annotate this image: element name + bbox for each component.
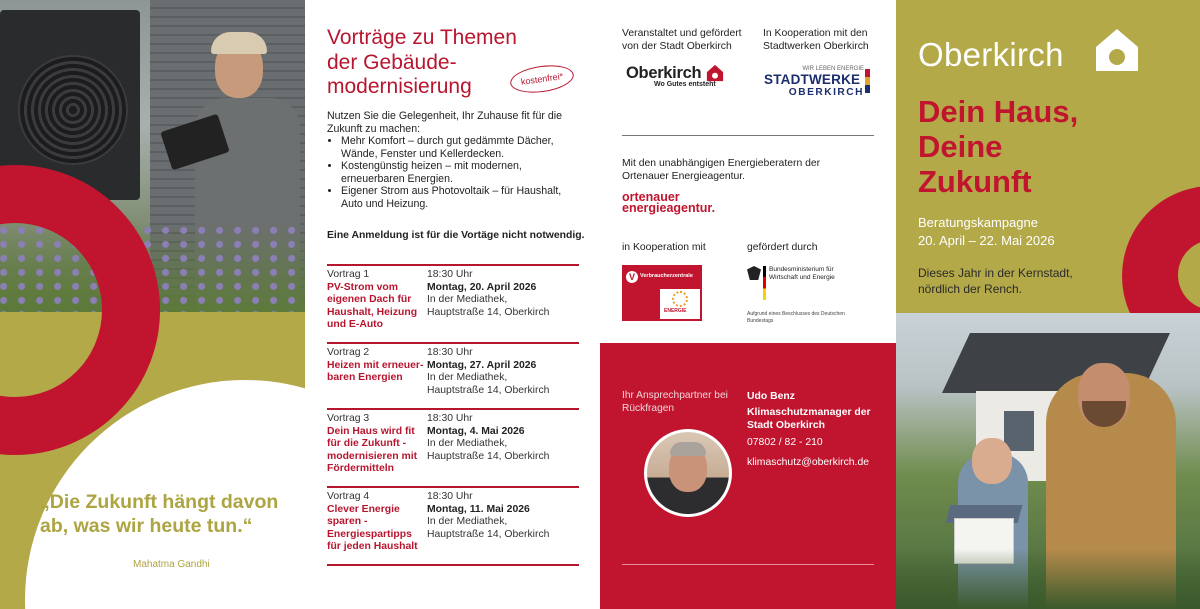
oberkirch-logo-slogan: Wo Gutes entsteht bbox=[654, 81, 716, 88]
talk-number: Vortrag 2 bbox=[327, 347, 370, 358]
ea-logo-line1: ortenauer bbox=[622, 190, 680, 204]
stadtwerke-logo-city: OBERKIRCH bbox=[788, 87, 864, 98]
sun-icon bbox=[672, 291, 688, 307]
campaign-label: Beratungskampagne bbox=[918, 215, 1038, 230]
talk-address: Hauptstraße 14, Oberkirch bbox=[427, 528, 550, 540]
stadtwerke-tagline: WIR LEBEN ENERGIE bbox=[802, 66, 864, 72]
talk-date: Montag, 27. April 2026 bbox=[427, 359, 537, 371]
talks-title: Vorträge zu Themen der Gebäude-modernisierung bbox=[327, 26, 517, 98]
talk-address: Hauptstraße 14, Oberkirch bbox=[427, 450, 550, 462]
talk-item bbox=[327, 264, 579, 342]
intro-text bbox=[327, 110, 567, 210]
talk-time: 18:30 Uhr bbox=[427, 413, 473, 424]
verbraucherzentrale-logo bbox=[622, 265, 702, 321]
talk-time: 18:30 Uhr bbox=[427, 347, 473, 358]
panel-partners bbox=[600, 0, 896, 609]
talk-address: Hauptstraße 14, Oberkirch bbox=[427, 384, 550, 396]
talk-title: Heizen mit erneuer-baren Energien bbox=[327, 359, 424, 383]
registration-note: Eine Anmeldung ist für die Vortäge nicht notwendig. bbox=[327, 230, 585, 241]
campaign-period: 20. April – 22. Mai 2026 bbox=[918, 233, 1055, 248]
divider bbox=[327, 564, 579, 566]
talk-date: Montag, 4. Mai 2026 bbox=[427, 425, 525, 437]
heat-pump-fan bbox=[18, 55, 128, 165]
quote-author: Mahatma Gandhi bbox=[133, 559, 210, 570]
talk-title: Dein Haus wird fit für die Zukunft - modernisieren mit Fördermitteln bbox=[327, 425, 418, 474]
talk-item bbox=[327, 342, 579, 408]
talk-date: Montag, 11. Mai 2026 bbox=[427, 503, 530, 515]
funded-label: gefördert durch bbox=[747, 242, 818, 253]
contact-role: Klimaschutzmanager der Stadt Oberkirch bbox=[747, 407, 871, 431]
v-icon: V bbox=[626, 271, 638, 283]
panel-quote bbox=[0, 0, 305, 609]
free-badge: kostenfrei* bbox=[509, 62, 576, 97]
oberkirch-logo-word: Oberkirch bbox=[626, 64, 702, 82]
bmwi-logo-subtext: Aufgrund eines Beschlusses des Deutschen Bundestags bbox=[747, 311, 845, 324]
oberkirch-brand: Oberkirch bbox=[918, 36, 1064, 73]
contact-label: Ihr Ansprechpartner bei Rückfragen bbox=[622, 390, 728, 414]
talk-item bbox=[327, 408, 579, 486]
oberkirch-logo bbox=[626, 64, 736, 96]
talk-venue: In der Mediathek, bbox=[427, 438, 508, 449]
talk-date: Montag, 20. April 2026 bbox=[427, 281, 537, 293]
talk-time: 18:30 Uhr bbox=[427, 269, 473, 280]
talk-item bbox=[327, 486, 579, 564]
bmwi-logo-text: Bundesministerium für Wirtschaft und Energie bbox=[769, 266, 835, 281]
talk-number: Vortrag 3 bbox=[327, 413, 370, 424]
coop-label: in Kooperation mit bbox=[622, 242, 706, 253]
talk-title: Clever Energie sparen - Energiespartipps für jeden Haushalt bbox=[327, 503, 418, 552]
talk-address: Hauptstraße 14, Oberkirch bbox=[427, 306, 550, 318]
house-icon bbox=[706, 64, 724, 82]
cooperation-text: In Kooperation mit den Stadtwerken Oberkirch bbox=[763, 28, 869, 52]
panel-talks bbox=[305, 0, 600, 609]
benefit-item: • Kostengünstig heizen – mit modernen, erneuerbaren Energien. bbox=[341, 160, 567, 185]
talk-venue: In der Mediathek, bbox=[427, 516, 508, 527]
contact-info bbox=[747, 390, 887, 469]
campaign-info bbox=[918, 214, 1055, 250]
main-headline: Dein Haus, Deine Zukunft bbox=[918, 94, 1079, 199]
avatar bbox=[644, 429, 732, 517]
talk-venue: In der Mediathek, bbox=[427, 372, 508, 383]
divider bbox=[622, 564, 874, 565]
panel-cover bbox=[896, 0, 1200, 609]
gandhi-quote: „Die Zukunft hängt davon ab, was wir heute tun.“ bbox=[40, 491, 279, 537]
organizer-text: Veranstaltet und gefördert von der Stadt Oberkirch bbox=[622, 28, 742, 52]
german-flag-icon bbox=[763, 266, 766, 300]
talk-time: 18:30 Uhr bbox=[427, 491, 473, 502]
ortenauer-energieagentur-logo bbox=[622, 192, 752, 214]
vz-energie-text: ENERGIE bbox=[664, 308, 687, 314]
divider bbox=[622, 135, 874, 136]
contact-email[interactable]: klimaschutz@oberkirch.de bbox=[747, 457, 870, 468]
stadtwerke-logo-word: STADTWERKE bbox=[764, 72, 861, 87]
vz-logo-text: Verbraucherzentrale bbox=[640, 273, 693, 279]
talk-number: Vortrag 1 bbox=[327, 269, 370, 280]
campaign-location: Dieses Jahr in der Kernstadt, nördlich der Rench. bbox=[918, 266, 1073, 296]
benefit-item: • Eigener Strom aus Photovoltaik – für Haushalt, Auto und Heizung. bbox=[341, 185, 567, 210]
contact-name: Udo Benz bbox=[747, 391, 795, 402]
ea-logo-line2: energieagentur. bbox=[622, 201, 716, 215]
house-icon bbox=[1093, 26, 1141, 74]
energy-advisors-text: Mit den unabhängigen Energieberatern der Ortenauer Energieagentur. bbox=[622, 158, 821, 182]
contact-box bbox=[600, 343, 896, 609]
talk-title: PV-Strom vom eigenen Dach für Haushalt, Heizung und E-Auto bbox=[327, 281, 418, 330]
stadtwerke-logo bbox=[764, 66, 864, 96]
contact-phone[interactable]: 07802 / 82 - 210 bbox=[747, 437, 823, 448]
benefit-item: • Mehr Komfort – durch gut gedämmte Dächer, Wände, Fenster und Kellerdecken. bbox=[341, 135, 567, 160]
bmwi-logo bbox=[745, 264, 855, 326]
talk-number: Vortrag 4 bbox=[327, 491, 370, 502]
intro-lead: Nutzen Sie die Gelegenheit, Ihr Zuhause fit für die Zukunft zu machen: bbox=[327, 110, 562, 135]
benefit-list bbox=[327, 135, 567, 210]
talk-venue: In der Mediathek, bbox=[427, 294, 508, 305]
eagle-icon bbox=[747, 266, 761, 280]
photo-family-house bbox=[896, 313, 1200, 609]
talk-list bbox=[327, 264, 579, 566]
